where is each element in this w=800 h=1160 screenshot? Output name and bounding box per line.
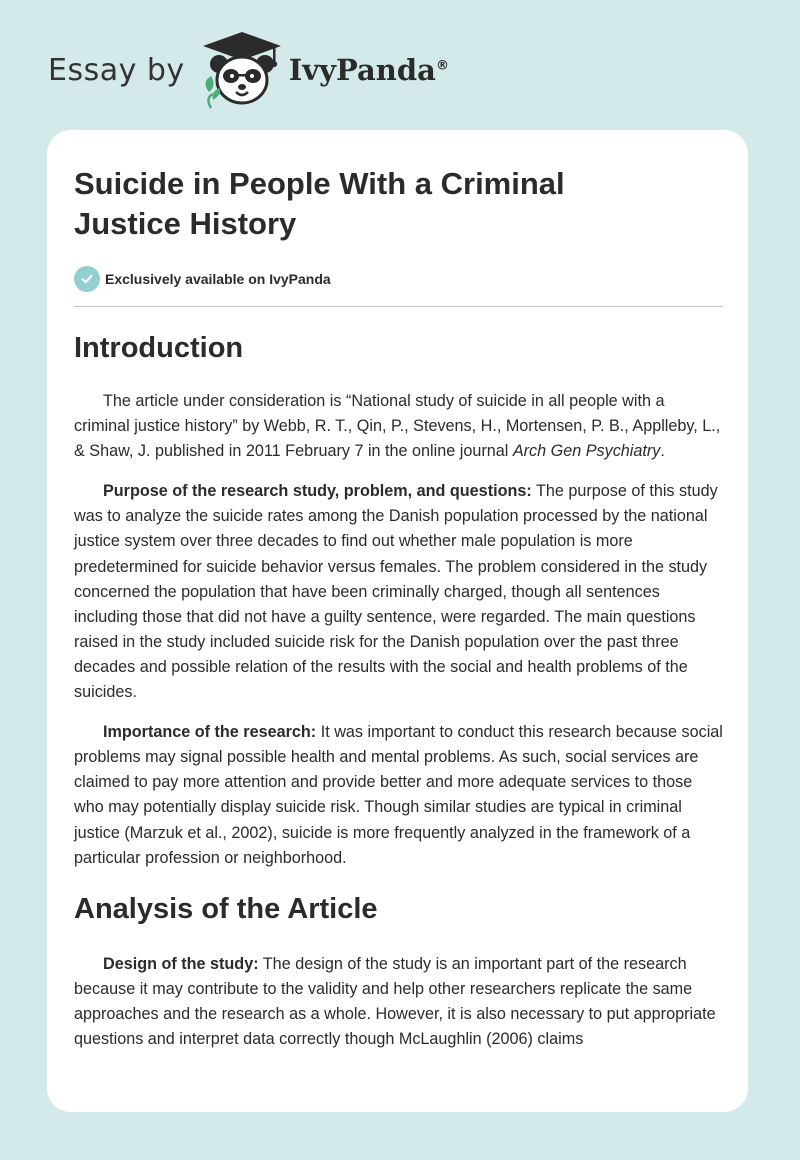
check-icon: [74, 266, 100, 292]
divider: [74, 306, 723, 307]
badge-label: Exclusively available on IvyPanda: [105, 271, 331, 287]
essay-content: [74, 164, 723, 1052]
brand-prefix: Essay by: [48, 52, 185, 88]
paragraph-design: Design of the study: The design of the study is an important part of the research because it may contribute to the validity and help other researchers replicate the same approaches and the research as a whole. However, it is also necessary to put appropriate questions and interpret data correctly though McLaughlin (2006) claims: [74, 954, 716, 1048]
brand-name: IvyPanda®: [288, 53, 449, 87]
paragraph-importance: Importance of the research: It was important to conduct this research because social problems may signal possible health and mental problems. As such, social services are claimed to pay more attention and provide better and more adequate services to those who may potentially display suicide risk. Though similar studies are typical in criminal justice (Marzuk et al., 2002), suicide is more frequently analyzed in the framework of a particular profession or neighborhood.: [74, 723, 723, 867]
page-title: Suicide in People With a Criminal Justice History: [74, 166, 565, 241]
paragraph-label: Design of the study:: [103, 954, 259, 973]
essay-card: [47, 130, 748, 1112]
brand-header[interactable]: [48, 30, 449, 110]
paragraph-label: Importance of the research:: [103, 723, 317, 742]
paragraph-label: Purpose of the research study, problem, and questions:: [103, 482, 532, 501]
paragraph-purpose: Purpose of the research study, problem, and questions: The purpose of this study was to analyze the suicide rates among the Danish population processed by the national justice system over three decades to find out whether male population is more predetermined for suicide behavior versus females. The problem considered in the study concerned the population that have been criminally charged, though all sentences including those that did not have a guilty sentence, were regarded. The main questions raised in the study included suicide risk for the Danish population over the past three decades and possible relation of the results with the social and health problems of the suicides.: [74, 482, 718, 702]
paragraph-intro: The article under consideration is “National study of suicide in all people with a criminal justice history” by Webb, R. T., Qin, P., Stevens, H., Mortensen, P. B., Applleby, L., & Shaw, J. published in 2011 February 7 in the online journal Arch Gen Psychiatry.: [74, 392, 721, 461]
panda-graduate-icon: [199, 30, 285, 110]
exclusive-badge: [74, 265, 723, 293]
section-heading-introduction: Introduction: [74, 332, 244, 364]
journal-name: Arch Gen Psychiatry: [512, 442, 661, 461]
section-heading-analysis: Analysis of the Article: [74, 892, 378, 925]
